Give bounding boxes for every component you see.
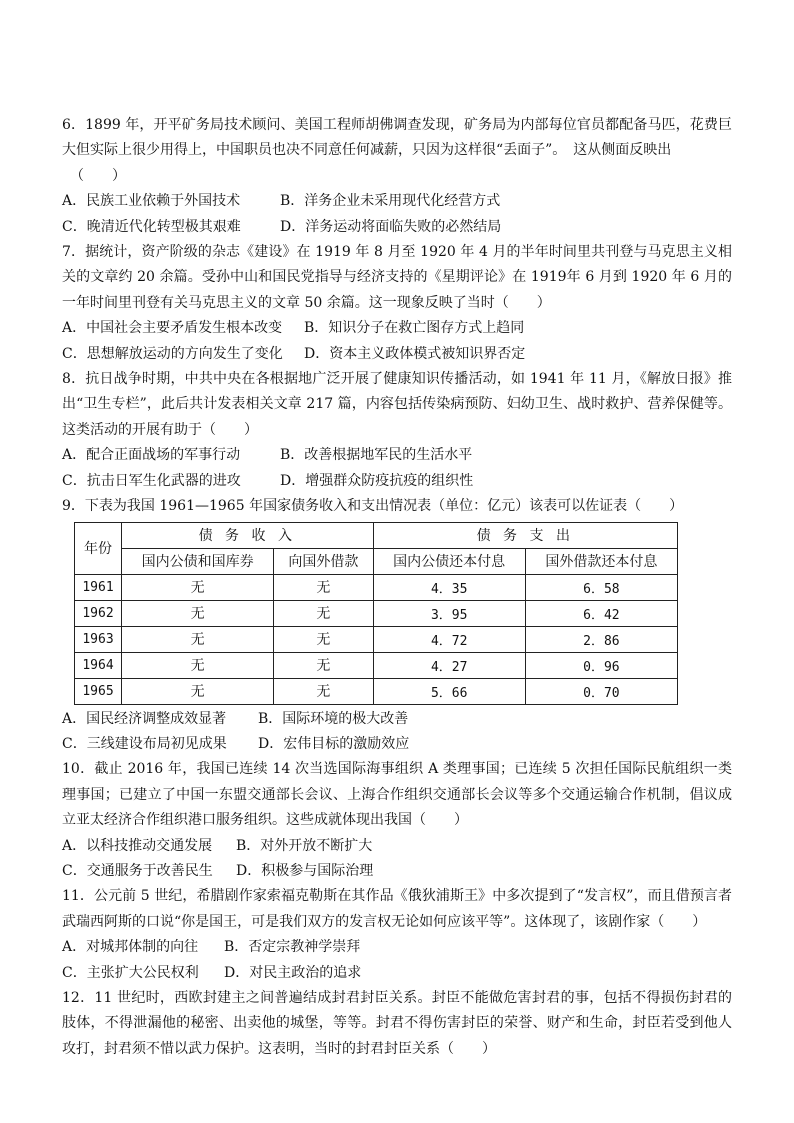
option-a: A．中国社会主要矛盾发生根本改变	[62, 320, 283, 337]
table-cell: 无	[274, 600, 373, 626]
option-c: C．抗击日军生化武器的进攻	[62, 472, 241, 489]
question-stem: 8．抗日战争时期，中共中央在各根据地广泛开展了健康知识传播活动，如 1941 年 11 月，《解放日报》推出“卫生专栏”，此后共计发表相关文章 217 篇，内容包括传染病预防、妇幼卫生、战时救护、营养保健等。这类活动的开展有助于（ ）	[62, 371, 732, 438]
year-header: 年份	[75, 522, 122, 574]
year-cell: 1961	[75, 574, 122, 600]
question-stem: 11．公元前 5 世纪，希腊剧作家索福克勒斯在其作品《俄狄浦斯王》中多次提到了“发言权”，而且借预言者武瑞西阿斯的口说“你是国王，可是我们双方的发言权无论如何应该平等”。这体现了，该剧作家（ ）	[62, 888, 732, 930]
option-row	[62, 189, 732, 214]
table-cell: 无	[122, 574, 274, 600]
table-header-row	[75, 522, 678, 548]
expense-header: 债 务 支 出	[373, 522, 677, 548]
table-cell: 0．96	[525, 652, 677, 678]
table-cell: 0．70	[525, 678, 677, 704]
table-cell: 无	[274, 678, 373, 704]
option-c: C．晚清近代化转型极其艰难	[62, 218, 241, 235]
table-cell: 5．66	[373, 678, 525, 704]
question-6	[62, 113, 732, 240]
option-b: B．改善根据地军民的生活水平	[280, 447, 473, 464]
option-d: D．资本主义政体模式被知识界否定	[304, 345, 526, 362]
option-d: D．积极参与国际治理	[236, 862, 374, 879]
option-row	[62, 215, 732, 240]
option-a: A．国民经济调整成效显著	[62, 710, 227, 727]
option-row	[62, 935, 732, 960]
table-row	[75, 600, 678, 626]
question-10	[62, 757, 732, 884]
table-row	[75, 678, 678, 704]
year-cell: 1962	[75, 600, 122, 626]
option-row	[62, 961, 732, 986]
option-a: A．对城邦体制的向往	[62, 939, 199, 956]
table-cell: 无	[122, 600, 274, 626]
table-cell: 无	[274, 626, 373, 652]
table-cell: 无	[122, 626, 274, 652]
question-11	[62, 884, 732, 986]
option-c: C．主张扩大公民权利	[62, 964, 199, 981]
table-cell: 2．86	[525, 626, 677, 652]
table-cell: 无	[122, 652, 274, 678]
option-row	[62, 443, 732, 468]
income-header: 债 务 收 入	[122, 522, 374, 548]
table-cell: 无	[274, 652, 373, 678]
table-cell: 4．27	[373, 652, 525, 678]
table-cell: 无	[122, 678, 274, 704]
year-cell: 1964	[75, 652, 122, 678]
table-row	[75, 652, 678, 678]
option-b: B．知识分子在救亡图存方式上趋同	[304, 320, 525, 337]
table-row	[75, 574, 678, 600]
subheader-foreign-repayment: 国外借款还本付息	[525, 548, 677, 574]
option-row	[62, 469, 732, 494]
table-cell: 4．35	[373, 574, 525, 600]
question-stem: 6．1899 年，开平矿务局技术顾问、美国工程师胡佛调查发现，矿务局为内部每位官员都配备马匹，花费巨大但实际上很少用得上，中国职员也决不同意任何减薪，只因为这样很“丢面子”。 这从侧面反映出	[62, 117, 732, 159]
option-a: A．民族工业依赖于外国技术	[62, 193, 241, 210]
option-row	[62, 859, 732, 884]
option-d: D．对民主政治的追求	[224, 964, 362, 981]
option-row	[62, 342, 732, 367]
table-row	[75, 626, 678, 652]
option-c: C．思想解放运动的方向发生了变化	[62, 345, 283, 362]
question-stem: 10．截止 2016 年，我国已连续 14 次当选国际海事组织 A 类理事国；已连续 5 次担任国际民航组织一类理事国；已建立了中国一东盟交通部长会议、上海合作组织交通部长会议等多个交通运输合作机制，倡议成立亚太经济合作组织港口服务组织。这些成就体现出我国（ ）	[62, 761, 732, 829]
exam-page	[62, 113, 732, 1062]
question-7	[62, 240, 732, 367]
subheader-domestic-bonds: 国内公债和国库券	[122, 548, 274, 574]
answer-parentheses: （ ）	[70, 167, 126, 184]
option-row	[62, 316, 732, 341]
option-b: B．否定宗教神学崇拜	[224, 939, 361, 956]
option-c: C．三线建设布局初见成果	[62, 735, 227, 752]
year-cell: 1963	[75, 626, 122, 652]
option-d: D．宏伟目标的激励效应	[258, 735, 410, 752]
option-row	[62, 732, 732, 757]
subheader-foreign-loans: 向国外借款	[274, 548, 373, 574]
option-b: B．洋务企业未采用现代化经营方式	[280, 193, 501, 210]
year-cell: 1965	[75, 678, 122, 704]
option-row	[62, 834, 732, 859]
subheader-domestic-repayment: 国内公债还本付息	[373, 548, 525, 574]
option-d: D．增强群众防疫抗疫的组织性	[280, 472, 474, 489]
option-c: C．交通服务于改善民生	[62, 862, 213, 879]
option-a: A．配合正面战场的军事行动	[62, 447, 241, 464]
option-b: B．对外开放不断扩大	[236, 837, 373, 854]
table-cell: 4．72	[373, 626, 525, 652]
question-8	[62, 367, 732, 494]
option-row	[62, 707, 732, 732]
table-subheader-row	[75, 548, 678, 574]
debt-table	[74, 522, 678, 705]
table-cell: 3．95	[373, 600, 525, 626]
question-stem: 12．11 世纪时，西欧封建主之间普遍结成封君封臣关系。封臣不能做危害封君的事，包括不得损伤封君的肢体，不得泄漏他的秘密、出卖他的城堡，等等。封君不得伤害封臣的荣誉、财产和生命，封臣若受到他人攻打，封君须不惜以武力保护。这表明，当时的封君封臣关系（ ）	[62, 989, 732, 1057]
question-9	[62, 494, 732, 757]
question-stem: 9．下表为我国 1961—1965 年国家债务收入和支出情况表（单位：亿元）该表可以佐证表（ ）	[62, 498, 684, 515]
question-12	[62, 986, 732, 1062]
option-b: B．国际环境的极大改善	[258, 710, 409, 727]
question-stem: 7．据统计，资产阶级的杂志《建设》在 1919 年 8 月至 1920 年 4 月的半年时间里共刊登与马克思主义相关的文章约 20 余篇。受孙中山和国民党指导与经济支持的《星期评论》在 1919年 6 月到 1920 年 6 月的一年时间里刊登有关马克思主义的文章 50 余篇。这一现象反映了当时（ ）	[62, 244, 732, 311]
option-d: D．洋务运动将面临失败的必然结局	[280, 218, 502, 235]
table-cell: 无	[274, 574, 373, 600]
table-cell: 6．42	[525, 600, 677, 626]
table-cell: 6．58	[525, 574, 677, 600]
option-a: A．以科技推动交通发展	[62, 837, 213, 854]
